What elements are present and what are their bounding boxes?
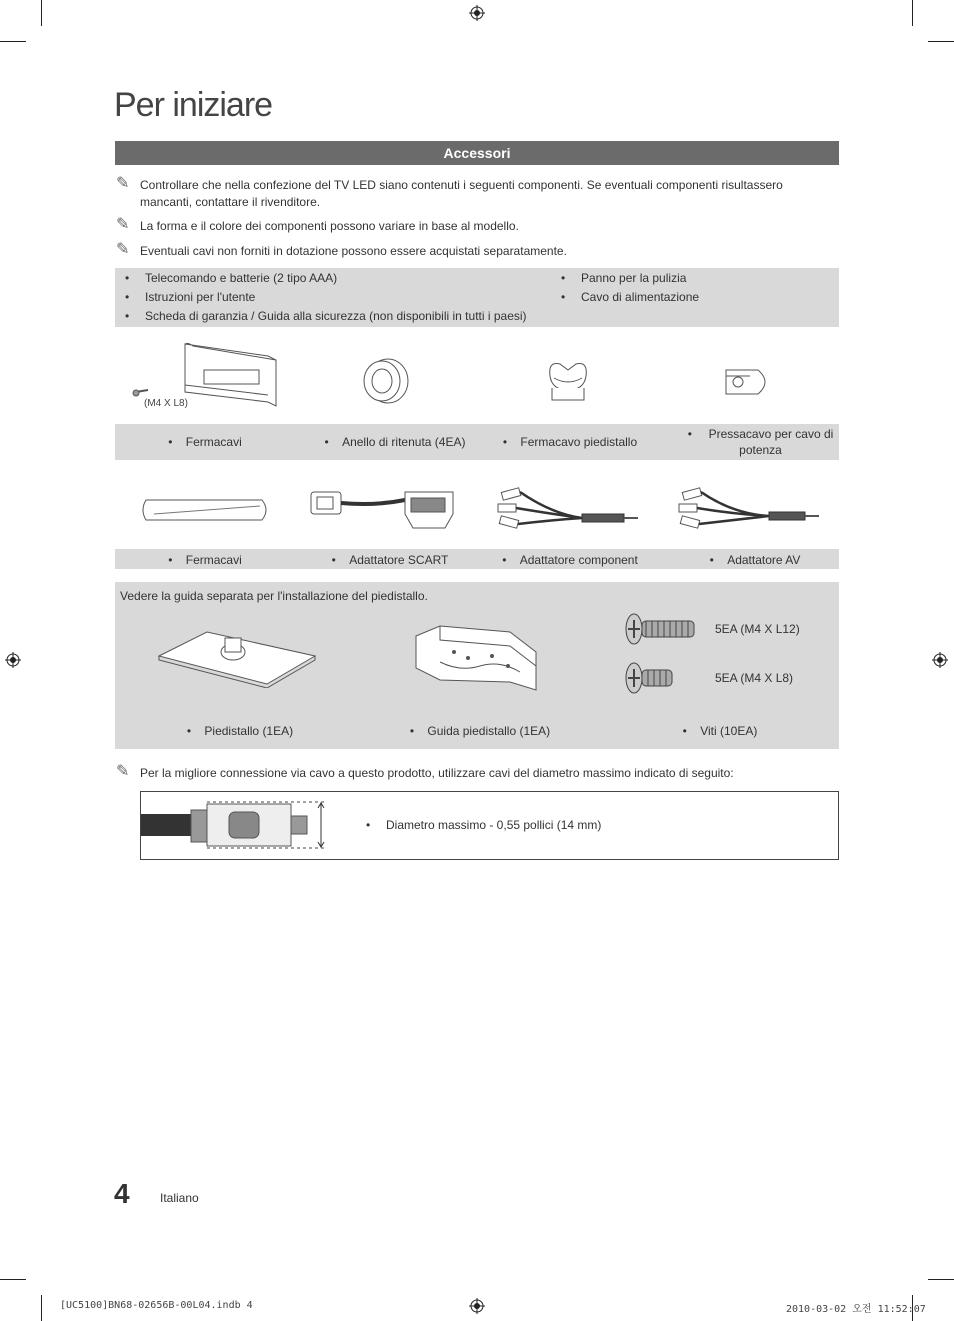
screw-size-label: 5EA (M4 X L8) bbox=[715, 671, 794, 685]
list-item bbox=[125, 290, 255, 304]
accessory-name: Pressacavo per cavo di potenza bbox=[708, 427, 834, 457]
note bbox=[116, 765, 836, 782]
accessory-name: Adattatore component bbox=[519, 553, 638, 567]
scart-adapter-illustration bbox=[305, 484, 465, 534]
component-adapter-illustration bbox=[492, 484, 642, 534]
list-item-label: Cavo di alimentazione bbox=[581, 290, 700, 304]
registration-mark-icon bbox=[5, 652, 21, 668]
page-title: Per iniziare bbox=[114, 86, 273, 124]
accessory-name: Fermacavi bbox=[185, 553, 242, 567]
cable-tie-illustration bbox=[140, 496, 272, 524]
registration-mark-icon bbox=[469, 1298, 485, 1314]
print-slug-file: [UC5100]BN68-02656B-00L04.indb 4 bbox=[60, 1300, 253, 1311]
accessory-name: Adattatore SCART bbox=[349, 553, 449, 567]
note bbox=[116, 218, 836, 235]
accessory-label bbox=[480, 434, 660, 450]
accessory-name: Anello di ritenuta (4EA) bbox=[342, 435, 466, 449]
accessory-label bbox=[678, 426, 843, 458]
bullet: • bbox=[687, 427, 692, 441]
accessory-label bbox=[310, 552, 470, 568]
stand-item-label bbox=[400, 723, 560, 739]
section-header: Accessori bbox=[115, 141, 839, 165]
bullet: • bbox=[561, 290, 566, 304]
cable-diameter-item bbox=[366, 818, 601, 832]
bullet: • bbox=[125, 271, 130, 285]
list-item-label: Istruzioni per l'utente bbox=[145, 290, 256, 304]
pencil-icon: ✎ bbox=[116, 216, 130, 233]
note bbox=[116, 243, 836, 260]
note-text: Controllare che nella confezione del TV LED siano contenuti i seguenti componenti. Se eventuali componenti risultassero mancanti, contattare il rivenditore. bbox=[140, 178, 783, 209]
stand-item-name: Piedistallo (1EA) bbox=[204, 724, 294, 738]
pencil-icon: ✎ bbox=[116, 241, 130, 258]
bullet: • bbox=[125, 309, 130, 323]
accessory-name: Fermacavo piedistallo bbox=[520, 435, 638, 449]
crop-mark bbox=[928, 1279, 954, 1280]
stand-illustration bbox=[155, 628, 320, 688]
screw-long-icon bbox=[624, 612, 700, 646]
list-item bbox=[125, 271, 337, 285]
bullet: • bbox=[168, 553, 173, 567]
accessory-name: Adattatore AV bbox=[727, 553, 801, 567]
stand-item-label bbox=[665, 723, 775, 739]
note-text: Eventuali cavi non forniti in dotazione possono essere acquistati separatamente. bbox=[140, 244, 567, 258]
list-item-label: Telecomando e batterie (2 tipo AAA) bbox=[145, 271, 338, 285]
accessory-label bbox=[490, 552, 650, 568]
bullet: • bbox=[561, 271, 566, 285]
crop-mark bbox=[0, 41, 26, 42]
power-cord-clamp-illustration bbox=[720, 362, 776, 402]
accessory-label bbox=[140, 434, 270, 450]
screw-size-label: (M4 X L8) bbox=[144, 398, 188, 409]
bullet: • bbox=[709, 553, 714, 567]
page-number: 4 bbox=[114, 1178, 130, 1209]
cable-diameter-text: Diametro massimo - 0,55 pollici (14 mm) bbox=[386, 818, 602, 832]
bullet: • bbox=[324, 435, 329, 449]
screw-short-icon bbox=[624, 660, 680, 696]
list-item bbox=[561, 290, 699, 304]
bullet: • bbox=[168, 435, 173, 449]
accessory-name: Fermacavi bbox=[185, 435, 242, 449]
bullet: • bbox=[366, 818, 371, 832]
av-adapter-illustration bbox=[673, 484, 823, 534]
bullet: • bbox=[186, 724, 192, 738]
accessory-label bbox=[140, 552, 270, 568]
bullet: • bbox=[682, 724, 687, 738]
stand-item-name: Guida piedistallo (1EA) bbox=[427, 724, 551, 738]
pencil-icon: ✎ bbox=[116, 763, 130, 780]
cable-connector-illustration bbox=[141, 800, 331, 850]
list-item-label: Scheda di garanzia / Guida alla sicurezza (non disponibili in tutti i paesi) bbox=[145, 309, 527, 323]
crop-mark bbox=[912, 0, 913, 26]
language-label: Italiano bbox=[160, 1191, 199, 1205]
bullet: • bbox=[502, 435, 508, 449]
stand-wire-holder-illustration bbox=[540, 356, 596, 406]
registration-mark-icon bbox=[469, 5, 485, 21]
list-item bbox=[125, 309, 527, 323]
note bbox=[116, 177, 836, 211]
accessory-label bbox=[680, 552, 830, 568]
crop-mark bbox=[0, 1279, 26, 1280]
screw-size-label: 5EA (M4 X L12) bbox=[715, 622, 800, 636]
accessory-label bbox=[300, 434, 490, 450]
stand-item-name: Viti (10EA) bbox=[700, 724, 758, 738]
holder-ring-illustration bbox=[358, 356, 414, 406]
stand-item-label bbox=[170, 723, 310, 739]
note-text: Per la migliore connessione via cavo a questo prodotto, utilizzare cavi del diametro massimo indicato di seguito: bbox=[140, 766, 734, 780]
list-item bbox=[561, 271, 686, 285]
crop-mark bbox=[41, 0, 42, 26]
stand-note: Vedere la guida separata per l'installazione del piedistallo. bbox=[120, 589, 428, 603]
registration-mark-icon bbox=[932, 652, 948, 668]
bullet: • bbox=[502, 553, 507, 567]
bullet: • bbox=[331, 553, 336, 567]
crop-mark bbox=[928, 41, 954, 42]
bullet: • bbox=[125, 290, 130, 304]
list-item-label: Panno per la pulizia bbox=[581, 271, 687, 285]
stand-guide-illustration bbox=[410, 622, 545, 694]
pencil-icon: ✎ bbox=[116, 175, 130, 192]
note-text: La forma e il colore dei componenti possono variare in base al modello. bbox=[140, 219, 519, 233]
bullet: • bbox=[409, 724, 415, 738]
crop-mark bbox=[41, 1295, 42, 1321]
print-slug-date: 2010-03-02 오전 11:52:07 bbox=[786, 1304, 926, 1315]
